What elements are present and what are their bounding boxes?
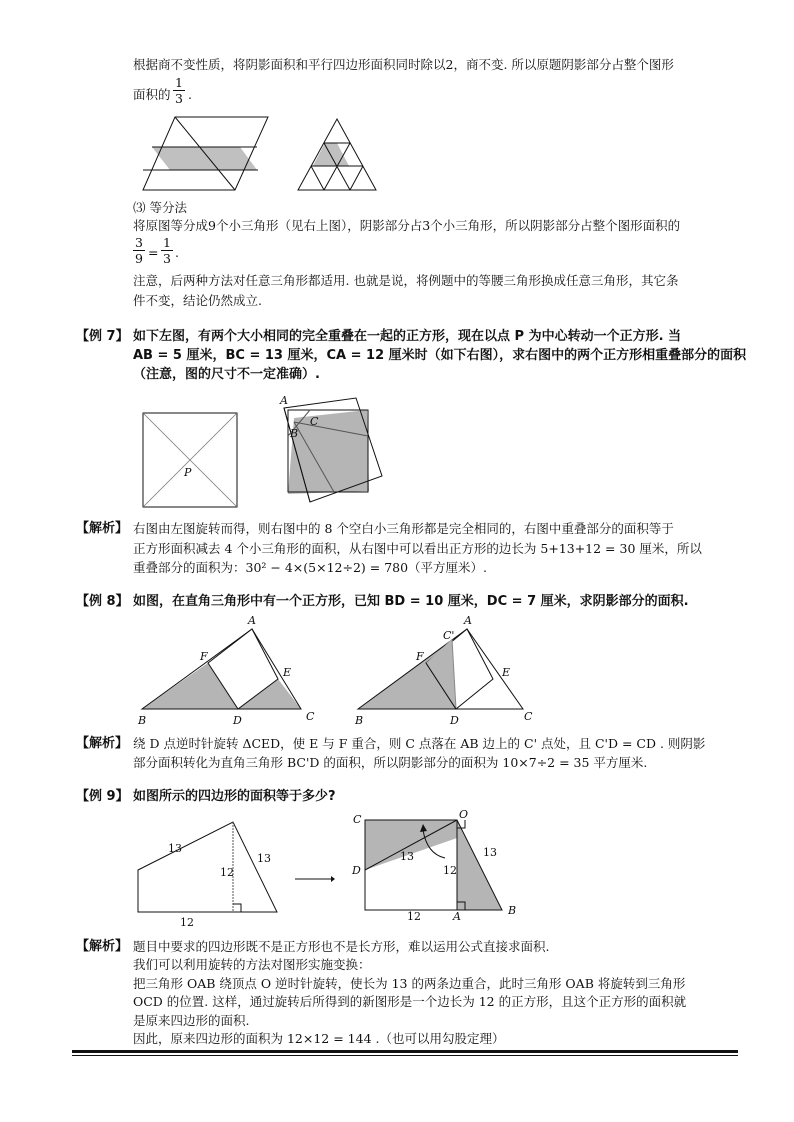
- note-line-2: 件不变，结论仍然成立.: [133, 293, 262, 308]
- note-line-1: 注意，后两种方法对任意三角形都适用. 也就是说，将例题中的等腰三角形换成任意三角形，其它条: [133, 273, 679, 288]
- example-7-solution-1: 右图由左图旋转而得，则右图中的 8 个空白小三角形都是完全相同的，右图中重叠部分的面积等于: [133, 521, 674, 536]
- height-label-12: 12: [443, 864, 457, 877]
- side-label-13-right: 13: [483, 846, 497, 859]
- label-b: B: [355, 714, 364, 727]
- label-d: D: [352, 864, 361, 877]
- rotated-triangle-figure: [350, 612, 550, 727]
- fraction-three-ninths: [133, 236, 145, 265]
- label-c: C: [310, 415, 319, 428]
- example-8-solution-2: 部分面积转化为直角三角形 BC'D 的面积，所以阴影部分的面积为 10×7÷2 = 35 平方厘米.: [133, 755, 648, 770]
- nine-triangle-figure: [295, 115, 385, 195]
- equals-sign: =: [148, 245, 159, 260]
- example-9-solution-3: 把三角形 OAB 绕顶点 O 逆时针旋转，使长为 13 的两条边重合，此时三角形 OAB 将旋转到三角形: [133, 976, 686, 991]
- fraction-denominator: 3: [175, 91, 183, 106]
- side-label-13-right: 13: [257, 852, 271, 865]
- label-p: P: [184, 466, 192, 479]
- example-7-line-1: 如下左图，有两个大小相同的完全重叠在一起的正方形，现在以点 P 为中心转动一个正方形. 当: [133, 329, 682, 344]
- label-d: D: [450, 714, 459, 727]
- base-label-12: 12: [180, 916, 194, 929]
- rotated-squares-figure: [270, 392, 400, 512]
- equation-end: .: [175, 245, 179, 260]
- example-7-line-2: AB = 5 厘米，BC = 13 厘米，CA = 12 厘米时（如下右图），求右图中的两个正方形相重叠部分的面积: [133, 348, 747, 363]
- example-7-tag: 【例 7】: [76, 329, 129, 344]
- example-8-line-1: 如图，在直角三角形中有一个正方形，已知 BD = 10 厘米，DC = 7 厘米，求阴影部分的面积.: [133, 594, 689, 609]
- rotated-quadrilateral-figure: [345, 808, 535, 933]
- label-a: A: [464, 614, 472, 627]
- intro-line-1: 根据商不变性质，将阴影面积和平行四边形面积同时除以2，商不变. 所以原题阴影部分占整个图形: [133, 57, 674, 72]
- fraction-one-third-b: [161, 236, 173, 265]
- method-3-line-1: 将原图等分成9个小三角形（见右上图），阴影部分占3个小三角形，所以阴影部分占整个图形面积的: [133, 218, 681, 233]
- example-9-solution-2: 我们可以利用旋转的方法对图形实施变换：: [133, 957, 371, 972]
- arrow-right-icon: [293, 873, 337, 885]
- example-9-solution-6: 因此，原来四边形的面积为 12×12 = 144 .（也可以用勾股定理）: [133, 1031, 505, 1046]
- label-o: O: [459, 808, 469, 821]
- label-a: A: [280, 394, 288, 407]
- footer-rule-thick: [72, 1050, 738, 1053]
- label-c: C: [524, 710, 533, 723]
- example-9-tag: 【例 9】: [76, 789, 129, 804]
- example-9-solution-tag: 【解析】: [76, 939, 129, 954]
- fraction-numerator: 3: [135, 235, 143, 250]
- label-e: E: [502, 666, 511, 679]
- intro-line-2-suffix: .: [188, 87, 192, 102]
- height-label-12: 12: [220, 866, 234, 879]
- fraction-one-third: [173, 76, 185, 105]
- label-c: C: [353, 813, 362, 826]
- label-f: F: [416, 650, 424, 663]
- fraction-numerator: 1: [175, 75, 183, 90]
- example-7-solution-3: 重叠部分的面积为：30² − 4×(5×12÷2) = 780（平方厘米）.: [133, 560, 488, 575]
- example-9-line-1: 如图所示的四边形的面积等于多少?: [133, 789, 336, 804]
- method-3-title: ⑶ 等分法: [133, 200, 187, 215]
- label-a: A: [248, 614, 256, 627]
- example-9-solution-4: OCD 的位置. 这样，通过旋转后所得到的新图形是一个边长为 12 的正方形，且这个正方形的面积就: [133, 994, 687, 1009]
- example-8-solution-tag: 【解析】: [76, 736, 129, 751]
- label-a: A: [453, 910, 461, 923]
- fraction-denominator: 3: [163, 251, 171, 266]
- example-7-line-3: （注意，图的尺寸不一定准确）.: [133, 367, 320, 382]
- example-7-solution-2: 正方形面积减去 4 个小三角形的面积，从右图中可以看出正方形的边长为 5+13+12 = 30 厘米，所以: [133, 541, 702, 556]
- side-label-13-left: 13: [168, 842, 182, 855]
- intro-line-2-prefix: 面积的: [133, 87, 171, 102]
- square-diagonals-figure: [140, 410, 240, 510]
- label-c: C: [306, 710, 315, 723]
- label-f: F: [200, 650, 208, 663]
- quadrilateral-figure: [130, 808, 290, 933]
- example-8-solution-1: 绕 D 点逆时针旋转 ΔCED，使 E 与 F 重合，则 C 点落在 AB 边上的 C' 点处，且 C'D = CD . 则阴影: [133, 736, 706, 751]
- side-label-13-left: 13: [400, 850, 414, 863]
- example-9-solution-5: 是原来四边形的面积.: [133, 1013, 250, 1028]
- parallelogram-figure: [140, 115, 270, 195]
- label-e: E: [283, 666, 292, 679]
- label-d: D: [233, 714, 242, 727]
- base-label-12: 12: [407, 910, 421, 923]
- label-b: B: [138, 714, 147, 727]
- fraction-denominator: 9: [135, 251, 143, 266]
- right-triangle-square-figure: [130, 612, 320, 727]
- example-7-solution-tag: 【解析】: [76, 521, 129, 536]
- label-b: B: [508, 904, 517, 917]
- label-c-prime: C': [443, 629, 455, 642]
- label-b: B: [290, 427, 299, 440]
- example-8-tag: 【例 8】: [76, 594, 129, 609]
- fraction-numerator: 1: [163, 235, 171, 250]
- footer-rule-thin: [72, 1055, 738, 1056]
- example-9-solution-1: 题目中要求的四边形既不是正方形也不是长方形，难以运用公式直接求面积.: [133, 939, 550, 954]
